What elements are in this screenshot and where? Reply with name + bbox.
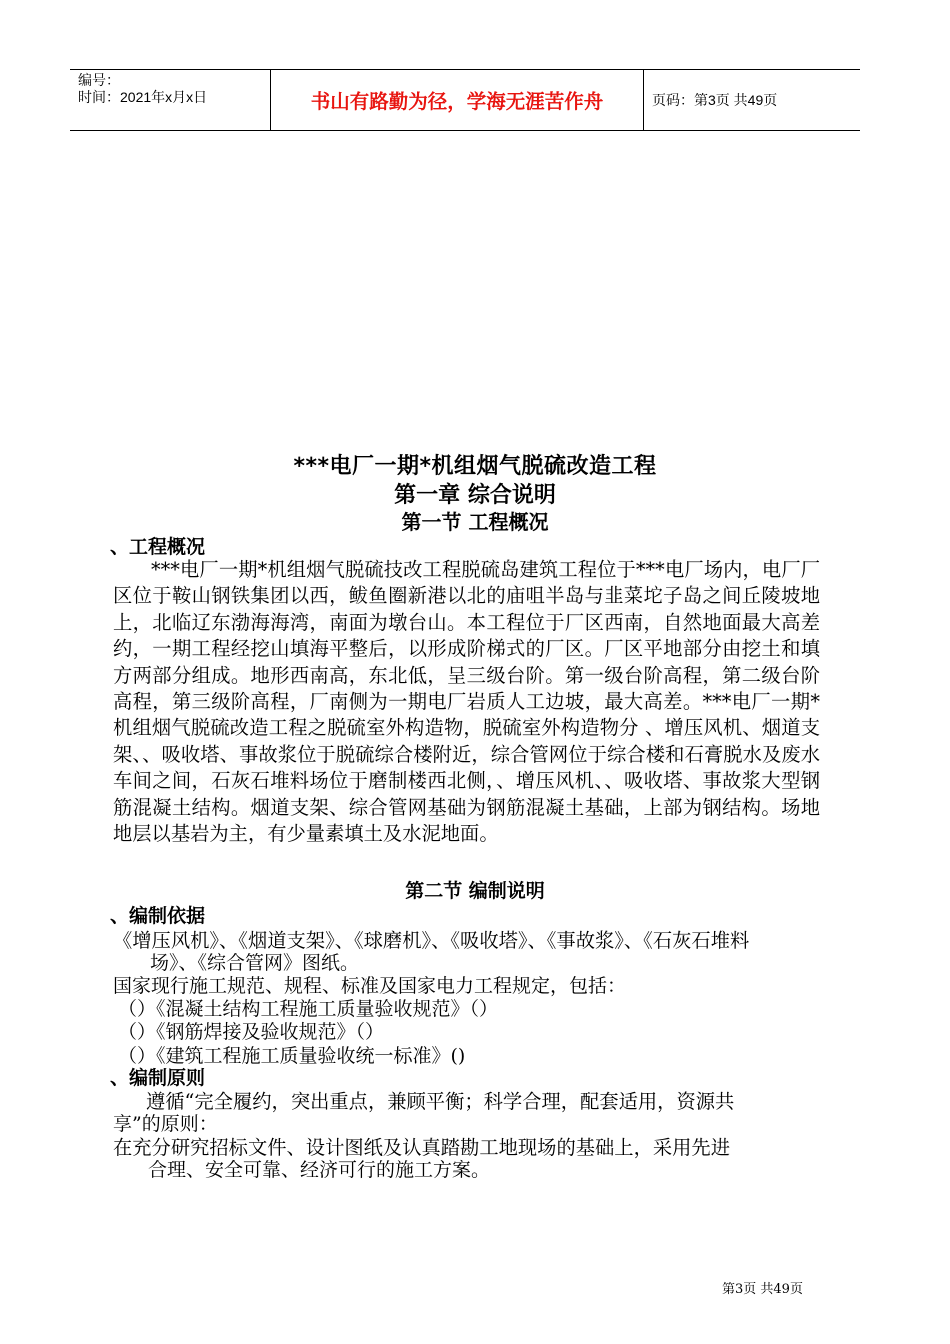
date-label: 时间：2021年x月x日 (78, 89, 208, 105)
header-divider (643, 70, 644, 130)
header-table (70, 69, 860, 131)
heading-overview: 、工程概况 (110, 536, 206, 558)
header-page-label: 页码：第3页 共49页 (652, 92, 778, 108)
header-motto: 书山有路勤为径，学海无涯苦作舟 (310, 90, 604, 113)
heading-principle: 、编制原则 (110, 1067, 206, 1089)
basis-item: （）《混凝土结构工程施工质量验收规范》（） (118, 998, 499, 1020)
basis-item: （）《钢筋焊接及验收规范》（） (118, 1021, 385, 1043)
principle-line: 合理、安全可靠、经济可行的施工方案。 (148, 1159, 491, 1181)
principle-line: 遵循“完全履约，突出重点，兼顾平衡；科学合理，配套适用，资源共 (146, 1090, 735, 1113)
section-title: 第二节 编制说明 (405, 880, 545, 902)
chapter-title: 第一章 综合说明 (394, 483, 556, 508)
section-title: 第一节 工程概况 (401, 510, 549, 534)
basis-line: 国家现行施工规范、规程、标准及国家电力工程规定，包括： (113, 975, 627, 997)
basis-line: 《增压风机》、《烟道支架》、《球磨机》、《吸收塔》、《事故浆》、《石灰石堆料 (113, 929, 750, 952)
page-footer: 第3页 共49页 (722, 1282, 803, 1297)
principle-line: 在充分研究招标文件、设计图纸及认真踏勘工地现场的基础上，采用先进 (113, 1136, 730, 1159)
basis-line: 场》、《综合管网》图纸。 (150, 952, 360, 974)
number-label: 编号： (78, 72, 120, 88)
paragraph-overview: ***电厂一期*机组烟气脱硫技改工程脱硫岛建筑工程位于***电厂场内，电厂厂区位于鞍山钢铁集团以西，鲅鱼圈新港以北的庙咀半岛与韭菜坨子岛之间丘陵坡地上，北临辽东渤海海湾，南面为墩台山。本工程位于厂区西南，自然地面最大高差约，一期工程经挖山填海平整后，以形成阶梯式的厂区。厂区平地部分由挖土和填方两部分组成。地形西南高，东北低，呈三级台阶。第一级台阶高程，第二级台阶高程，第三级阶高程，厂南侧为一期电厂岩质人工边坡，最大高差。***电厂一期*机组烟气脱硫改造工程之脱硫室外构造物，脱硫室外构造物分 、增压风机、烟道支架、、吸收塔、事故浆位于脱硫综合楼附近，综合管网位于综合楼和石膏脱水及废水车间之间，石灰石堆料场位于磨制楼西北侧，、增压风机、、吸收塔、事故浆大型钢筋混凝土结构。烟道支架、综合管网基础为钢筋混凝土基础，上部为钢结构。场地地层以基岩为主，有少量素填土及水泥地面。 (113, 558, 820, 846)
document-title: ***电厂一期*机组烟气脱硫改造工程 (293, 454, 657, 479)
basis-item: （）《建筑工程施工质量验收统一标准》() (118, 1045, 466, 1067)
heading-basis: 、编制依据 (110, 905, 206, 927)
principle-line: 享”的原则： (113, 1113, 218, 1135)
header-left-cell (78, 72, 207, 106)
